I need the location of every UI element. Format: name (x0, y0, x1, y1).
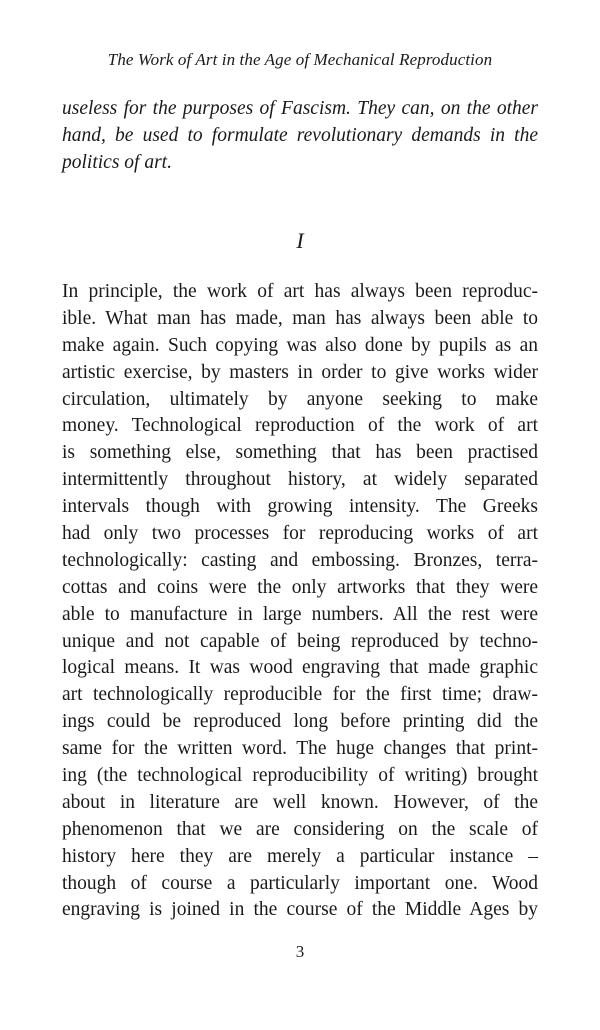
text-line: In principle, the work of art has always been reproduc- (62, 281, 538, 302)
text-line: artistic exercise, by masters in order to give works wider (62, 361, 538, 383)
text-line: ible. What man has made, man has always been able to (62, 307, 538, 329)
text-line: phenomenon that we are considering on the scale of (62, 818, 538, 840)
text-line: intermittently throughout history, at widely separated (62, 469, 538, 491)
text-line: same for the written word. The huge changes that print- (62, 738, 538, 760)
text-line: make again. Such copying was also done by pupils as an (62, 334, 538, 356)
intro-paragraph (62, 96, 538, 177)
text-line: ing (the technological reproducibility of writing) brought (62, 765, 538, 787)
text-line: logical means. It was wood engraving that made graphic (62, 657, 538, 679)
text-line: history here they are merely a particular instance – (62, 845, 538, 867)
text-line: able to manufacture in large numbers. All the rest were (62, 603, 538, 625)
section-heading: I (296, 228, 304, 253)
text-line: about in literature are well known. However, of the (62, 791, 538, 813)
text-line: circulation, ultimately by anyone seeking to make (62, 388, 538, 410)
text-line: money. Technological reproduction of the work of art (62, 415, 538, 437)
text-line: is something else, something that has been practised (62, 442, 538, 464)
running-head: The Work of Art in the Age of Mechanical Reproduction (107, 50, 493, 69)
text-line: had only two processes for reproducing works of art (62, 523, 538, 545)
text-line: politics of art. (62, 151, 172, 173)
text-line: intervals though with growing intensity. The Greeks (62, 496, 538, 518)
text-line: cottas and coins were the only artworks that they were (62, 576, 538, 598)
text-line: art technologically reproducible for the first time; draw- (62, 684, 538, 706)
text-line: unique and not capable of being reproduced by techno- (62, 630, 538, 652)
text-line: ings could be reproduced long before printing did the (62, 711, 538, 733)
body-paragraph (62, 279, 538, 924)
text-line: useless for the purposes of Fascism. They can, on the other (62, 98, 538, 119)
text-line: hand, be used to formulate revolutionary demands in the (62, 124, 538, 146)
text-line: technologically: casting and embossing. Bronzes, terra- (62, 549, 538, 571)
text-line: though of course a particularly important one. Wood (62, 872, 538, 894)
text-line: engraving is joined in the course of the Middle Ages by (62, 899, 538, 921)
page-number: 3 (295, 942, 305, 961)
